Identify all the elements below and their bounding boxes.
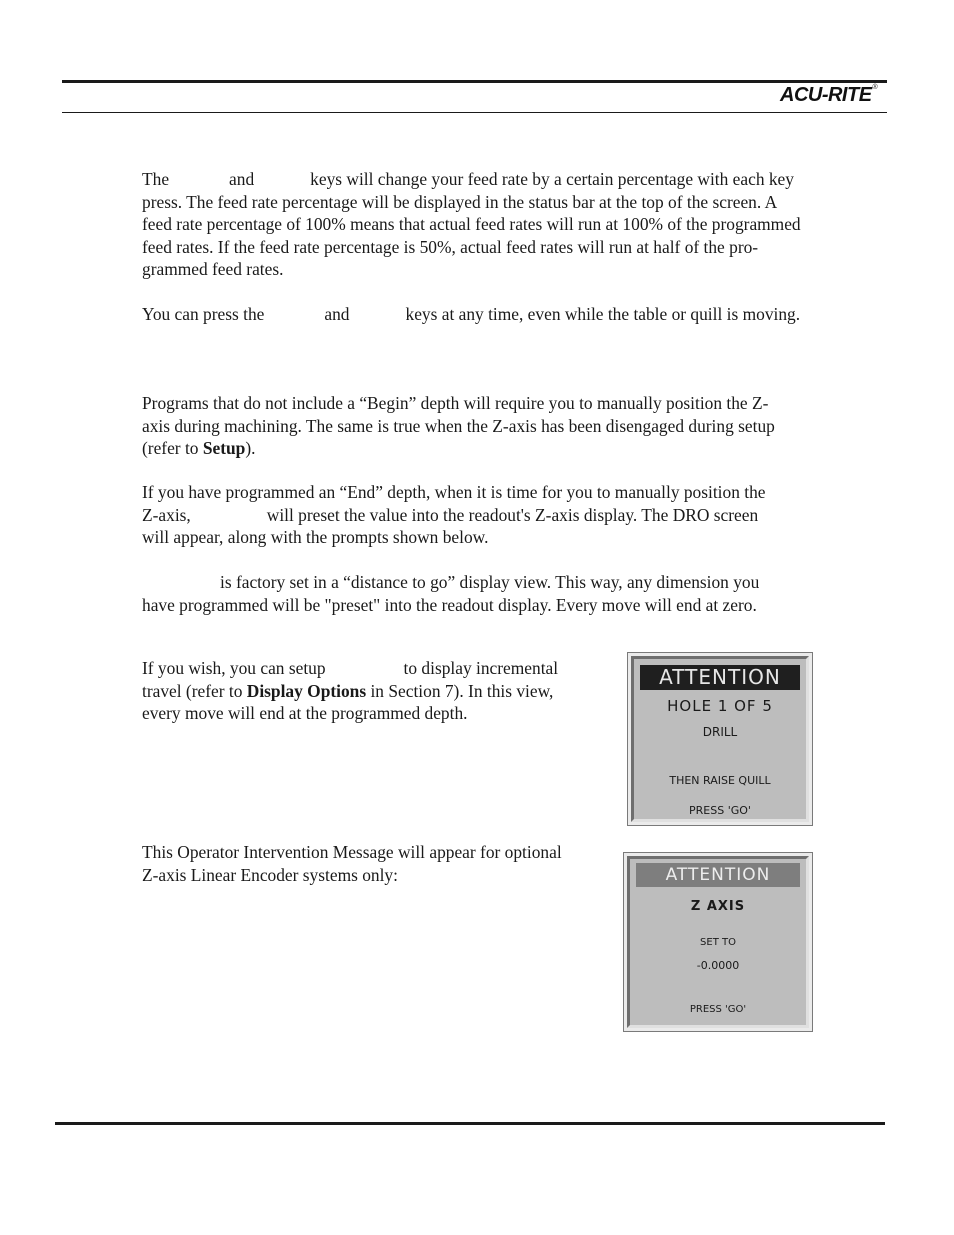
drill-text: DRILL: [702, 725, 738, 739]
hole-count-text: HOLE 1 OF 5: [667, 697, 773, 715]
brand-name: ACU-RITE: [780, 84, 872, 106]
header-rule-thin: [62, 112, 887, 113]
attention-screen-hole: [627, 652, 813, 826]
display-options-reference: Display Options: [246, 680, 367, 701]
brand-logo: [780, 84, 877, 107]
paragraph-distance-to-go: is factory set in a “distance to go” display view. This way, any dimension you have programmed will be "preset" into the readout display. Every move will end at zero.: [142, 572, 760, 615]
attention-title: ATTENTION: [636, 863, 800, 887]
set-to-text: SET TO: [700, 937, 736, 948]
attention-title: ATTENTION: [640, 665, 800, 690]
press-go-text: PRESS 'GO': [689, 1004, 747, 1015]
paragraph-press-keys: You can press the and keys at any time, even while the table or quill is moving.: [142, 304, 801, 324]
paragraph-end-depth: If you have programmed an “End” depth, when it is time for you to manually position the Z-axis, will preset the value into the readout's Z-axis display. The DRO screen will appear, along with the prompts shown below.: [142, 482, 766, 548]
z-axis-text: Z AXIS: [690, 899, 746, 914]
raise-quill-text: THEN RAISE QUILL: [669, 774, 771, 787]
paragraph-feed-rate-keys: The and keys will change your feed rate by a certain percentage with each key press. The feed rate percentage will be displayed in the status bar at the top of the screen. A feed rate percentage of 100% means that actual feed rates will run at 100% of the programmed feed rates. If the feed rate percentage is 50%, actual feed rates will run at half of the pro- grammed feed rates.: [142, 169, 801, 280]
press-go-text: PRESS 'GO': [689, 804, 751, 817]
setup-reference: Setup: [202, 438, 246, 459]
paragraph-begin-depth: Programs that do not include a “Begin” depth will require you to manually position the Z- axis during machining. The same is true when the Z-axis has been disengaged during setup (refer to Setup).: [142, 393, 775, 459]
attention-screen-z-axis: [623, 852, 813, 1032]
paragraph-intervention-message: This Operator Intervention Message will appear for optional Z-axis Linear Encoder systems only:: [142, 842, 562, 885]
footer-rule: [55, 1122, 885, 1125]
registered-mark: ®: [872, 84, 878, 91]
z-value-text: -0.0000: [696, 959, 740, 972]
paragraph-incremental-travel: If you wish, you can setup to display incremental travel (refer to Display Options in Section 7). In this view, every move will end at the programmed depth.: [142, 658, 559, 724]
header-rule-thick: [62, 80, 887, 83]
